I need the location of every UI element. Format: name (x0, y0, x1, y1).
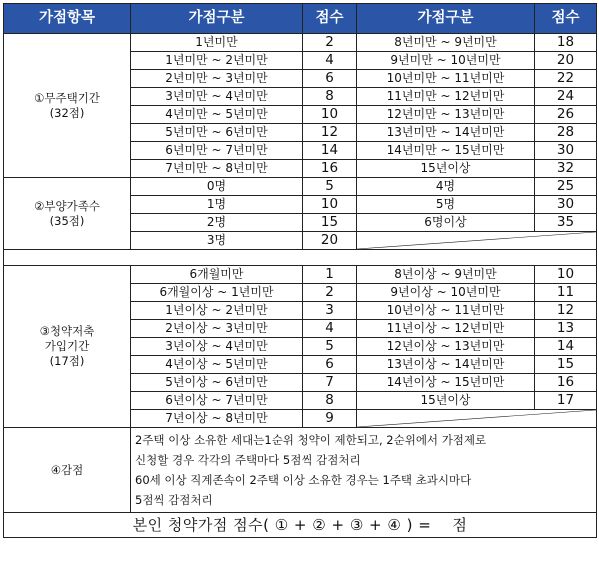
dependents-count-a: 2명 (131, 214, 303, 232)
housing-score-a: 12 (303, 124, 357, 142)
savings-range-b: 14년이상 ~ 15년미만 (357, 374, 535, 392)
dependents-score-a: 20 (303, 232, 357, 250)
housing-score-b: 26 (535, 106, 597, 124)
empty-diagonal-cell (357, 410, 597, 428)
savings-range-b: 11년이상 ~ 12년미만 (357, 320, 535, 338)
savings-range-b: 10년이상 ~ 11년미만 (357, 302, 535, 320)
savings-range-a: 6개월이상 ~ 1년미만 (131, 284, 303, 302)
savings-row (4, 266, 597, 284)
housing-score-b: 18 (535, 34, 597, 52)
savings-score-a: 3 (303, 302, 357, 320)
dependents-count-a: 3명 (131, 232, 303, 250)
empty-diagonal-cell (357, 232, 597, 250)
housing-row (4, 34, 597, 52)
dependents-sub: (35점) (49, 213, 85, 228)
housing-range-b: 15년이상 (357, 160, 535, 178)
housing-score-b: 30 (535, 142, 597, 160)
savings-range-a: 1년이상 ~ 2년미만 (131, 302, 303, 320)
header-type-1: 가점구분 (131, 4, 303, 34)
spacer-cell (4, 250, 597, 266)
housing-score-b: 24 (535, 88, 597, 106)
savings-category (4, 266, 131, 428)
savings-range-a: 4년이상 ~ 5년미만 (131, 356, 303, 374)
housing-range-b: 12년미만 ~ 13년미만 (357, 106, 535, 124)
savings-score-b: 11 (535, 284, 597, 302)
total-score-formula: 본인 청약가점 점수( ① + ② + ③ + ④ ) = 점 (4, 513, 597, 538)
total-row (4, 513, 597, 538)
housing-range-a: 4년미만 ~ 5년미만 (131, 106, 303, 124)
housing-score-a: 14 (303, 142, 357, 160)
housing-score-a: 16 (303, 160, 357, 178)
dependents-category (4, 178, 131, 250)
savings-range-b: 15년이상 (357, 392, 535, 410)
savings-score-b: 14 (535, 338, 597, 356)
savings-score-a: 1 (303, 266, 357, 284)
dependents-title: ②부양가족수 (34, 198, 100, 213)
housing-range-a: 1년미만 (131, 34, 303, 52)
savings-score-b: 12 (535, 302, 597, 320)
header-type-2: 가점구분 (357, 4, 535, 34)
housing-score-a: 2 (303, 34, 357, 52)
savings-score-b: 17 (535, 392, 597, 410)
savings-score-a: 5 (303, 338, 357, 356)
housing-range-b: 8년미만 ~ 9년미만 (357, 34, 535, 52)
savings-title-1: ③청약저축 (39, 324, 95, 338)
housing-range-b: 13년미만 ~ 14년미만 (357, 124, 535, 142)
savings-score-a: 8 (303, 392, 357, 410)
housing-range-a: 7년미만 ~ 8년미만 (131, 160, 303, 178)
savings-range-b: 8년이상 ~ 9년미만 (357, 266, 535, 284)
deduction-line: 60세 이상 직계존속이 2주택 이상 소유한 경우는 1주택 초과시마다 (135, 473, 472, 487)
deduction-row (4, 428, 597, 513)
savings-score-a: 6 (303, 356, 357, 374)
header-score-1: 점수 (303, 4, 357, 34)
housing-category (4, 34, 131, 178)
housing-score-b: 28 (535, 124, 597, 142)
savings-score-b: 16 (535, 374, 597, 392)
dependents-score-a: 10 (303, 196, 357, 214)
deduction-line: 5점씩 감점처리 (135, 493, 213, 507)
savings-score-a: 7 (303, 374, 357, 392)
dependents-count-b: 6명이상 (357, 214, 535, 232)
diagonal-line (357, 232, 596, 249)
housing-range-b: 10년미만 ~ 11년미만 (357, 70, 535, 88)
savings-range-a: 7년이상 ~ 8년미만 (131, 410, 303, 428)
savings-range-a: 3년이상 ~ 4년미만 (131, 338, 303, 356)
housing-range-a: 2년미만 ~ 3년미만 (131, 70, 303, 88)
housing-score-b: 32 (535, 160, 597, 178)
savings-score-a: 9 (303, 410, 357, 428)
housing-score-b: 22 (535, 70, 597, 88)
housing-range-a: 5년미만 ~ 6년미만 (131, 124, 303, 142)
savings-range-a: 6년이상 ~ 7년미만 (131, 392, 303, 410)
dependents-score-b: 25 (535, 178, 597, 196)
savings-score-b: 13 (535, 320, 597, 338)
deduction-line: 신청할 경우 각각의 주택마다 5점씩 감점처리 (135, 453, 361, 467)
header-score-2: 점수 (535, 4, 597, 34)
dependents-score-b: 35 (535, 214, 597, 232)
housing-range-a: 6년미만 ~ 7년미만 (131, 142, 303, 160)
savings-score-a: 4 (303, 320, 357, 338)
header-category: 가점항목 (4, 4, 131, 34)
savings-title-2: 가입기간 (44, 339, 90, 353)
deduction-line: 2주택 이상 소유한 세대는1순위 청약이 제한되고, 2순위에서 가점제로 (135, 433, 487, 447)
deduction-notes (131, 428, 597, 513)
housing-range-a: 3년미만 ~ 4년미만 (131, 88, 303, 106)
savings-score-b: 15 (535, 356, 597, 374)
savings-range-a: 6개월미만 (131, 266, 303, 284)
dependents-score-a: 15 (303, 214, 357, 232)
housing-range-b: 14년미만 ~ 15년미만 (357, 142, 535, 160)
housing-sub: (32점) (49, 105, 85, 120)
housing-score-a: 10 (303, 106, 357, 124)
housing-title: ①무주택기간 (34, 90, 100, 105)
savings-range-a: 5년이상 ~ 6년미만 (131, 374, 303, 392)
housing-score-b: 20 (535, 52, 597, 70)
savings-score-b: 10 (535, 266, 597, 284)
dependents-count-a: 0명 (131, 178, 303, 196)
savings-range-b: 12년이상 ~ 13년미만 (357, 338, 535, 356)
header-row (4, 4, 597, 34)
dependents-row (4, 178, 597, 196)
dependents-count-b: 4명 (357, 178, 535, 196)
housing-score-a: 6 (303, 70, 357, 88)
housing-range-b: 9년미만 ~ 10년미만 (357, 52, 535, 70)
score-table (3, 3, 597, 538)
savings-score-a: 2 (303, 284, 357, 302)
dependents-score-b: 30 (535, 196, 597, 214)
housing-score-a: 8 (303, 88, 357, 106)
dependents-count-b: 5명 (357, 196, 535, 214)
savings-range-b: 13년이상 ~ 14년미만 (357, 356, 535, 374)
spacer-row (4, 250, 597, 266)
housing-range-a: 1년미만 ~ 2년미만 (131, 52, 303, 70)
diagonal-line (357, 410, 596, 427)
housing-score-a: 4 (303, 52, 357, 70)
savings-range-a: 2년이상 ~ 3년미만 (131, 320, 303, 338)
dependents-count-a: 1명 (131, 196, 303, 214)
dependents-score-a: 5 (303, 178, 357, 196)
savings-sub: (17점) (49, 354, 85, 368)
savings-range-b: 9년이상 ~ 10년미만 (357, 284, 535, 302)
deduction-category: ④감점 (4, 428, 131, 513)
housing-range-b: 11년미만 ~ 12년미만 (357, 88, 535, 106)
